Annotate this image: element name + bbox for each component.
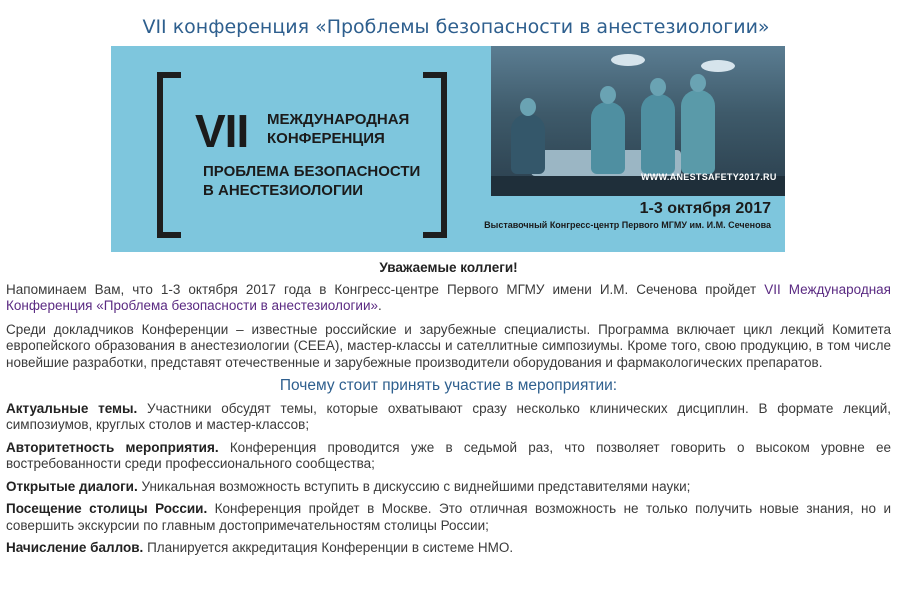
left-bracket-decoration <box>157 72 181 238</box>
surgeon-figure <box>511 114 545 174</box>
article-body <box>6 260 891 563</box>
surgical-lamp-icon <box>701 60 735 72</box>
reason-title: Начисление баллов. <box>6 540 144 555</box>
reason-title: Посещение столицы России. <box>6 501 208 516</box>
reason-title: Авторитетность мероприятия. <box>6 439 219 455</box>
reason-text: Конференция проводится уже в седьмой раз, что позволяет говорить о высоком уровне ее востребованности среди профессионального сообщества; <box>6 439 891 471</box>
surgeon-figure <box>681 90 715 174</box>
reason-item <box>6 540 891 557</box>
banner-topic-line2: В АНЕСТЕЗИОЛОГИИ <box>203 182 364 199</box>
banner-topic-line1: ПРОБЛЕМА БЕЗОПАСНОСТИ <box>203 163 421 180</box>
conference-link[interactable]: VII Международная Конференция «Проблема безопасности в анестезиологии» <box>6 281 891 313</box>
reason-item <box>6 479 891 496</box>
surgical-lamp-icon <box>611 54 645 66</box>
page-title: VII конференция «Проблемы безопасности в анестезиологии» <box>142 16 770 38</box>
banner-conf-line2: КОНФЕРЕНЦИЯ <box>267 130 385 147</box>
right-bracket-decoration <box>423 72 447 238</box>
reason-item <box>6 440 891 473</box>
banner-url: WWW.ANESTSAFETY2017.RU <box>641 172 777 182</box>
reason-text: Конференция пройдет в Москве. Это отличная возможность не только получить новые знания, но и совершить экскурсии по главным достопримечательностям столицы России; <box>6 501 891 533</box>
reason-text: Участники обсудят темы, которые охватывают сразу несколько клинических дисциплин. В формате лекций, симпозиумов, круглых столов и мастер-классов; <box>6 400 891 432</box>
reason-text: Уникальная возможность вступить в дискуссию с виднейшими представителями науки; <box>137 478 691 494</box>
surgeon-figure <box>591 102 625 174</box>
why-heading: Почему стоит принять участие в мероприятии: <box>279 377 618 394</box>
intro-paragraph <box>6 282 891 315</box>
surgeon-figure <box>641 94 675 174</box>
banner-conf-line1: МЕЖДУНАРОДНАЯ <box>267 111 410 128</box>
banner-topic <box>203 162 420 200</box>
intro-text: Напоминаем Вам, что 1-3 октября 2017 года в Конгресс-центре Первого МГМУ имени И.М. Сеченова пройдет <box>6 281 765 297</box>
reason-title: Актуальные темы. <box>6 400 138 416</box>
banner-roman-numeral: VII <box>195 105 249 157</box>
speakers-paragraph: Среди докладчиков Конференции – известные российские и зарубежные специалисты. Программа включает цикл лекций Комитета европейского образования в анестезиологии (CEEA), мастер-классы и сателлитные симпозиумы. Кроме того, свою продукцию, в том числе новейшие разработки, представят отечественные и зарубежные производители оборудования и фармакологических препаратов. <box>6 321 891 370</box>
reason-title: Открытые диалоги. <box>6 478 138 494</box>
conference-banner[interactable] <box>111 46 785 252</box>
intro-end: . <box>378 298 382 313</box>
greeting: Уважаемые коллеги! <box>379 260 518 275</box>
reason-text: Планируется аккредитация Конференции в системе НМО. <box>143 540 514 555</box>
banner-dates: 1-3 октября 2017 <box>639 200 771 217</box>
banner-conference-type <box>267 110 409 148</box>
reason-item <box>6 501 891 534</box>
reason-item <box>6 401 891 434</box>
banner-venue: Выставочный Конгресс-центр Первого МГМУ им. И.М. Сеченова <box>484 220 771 230</box>
